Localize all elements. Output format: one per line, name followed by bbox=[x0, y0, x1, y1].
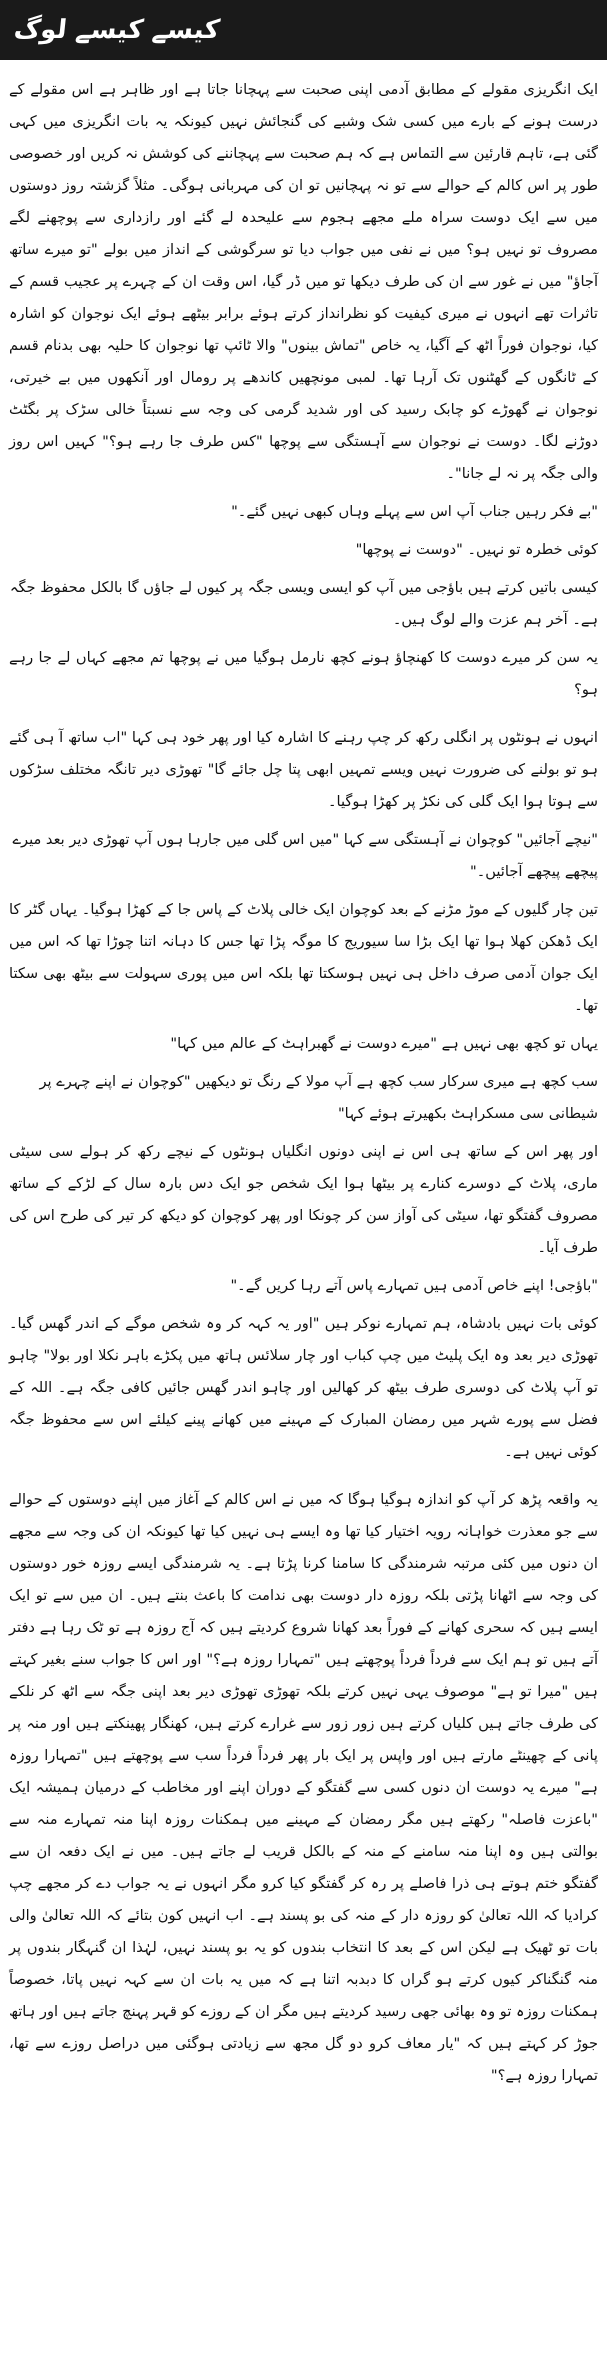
paragraph: انہوں نے ہونٹوں پر انگلی رکھ کر چپ رہنے کا اشارہ کیا اور پھر خود ہی کہا "اب ساتھ آ ہی گئے ہو تو بولنے کی ضرورت نہیں ویسے تمہیں ابھی پتا چل جائے گا" تھوڑی دیر تانگہ مختلف سڑکوں سے ہوتا ہوا ایک گلی کی نکڑ پر کھڑا ہوگیا۔ bbox=[9, 729, 598, 810]
quote: یہاں تو کچھ بھی نہیں ہے "میرے دوست نے گھبراہٹ کے عالم میں کہا" bbox=[170, 1035, 598, 1052]
paragraph: کوئی بات نہیں بادشاہ، ہم تمہارے نوکر ہیں "اور یہ کہہ کر وہ شخص موگے کے اندر گھس گیا۔ تھوڑی دیر بعد وہ ایک پلیٹ میں چپ کباب اور چار سلائس ہاتھ میں پکڑے باہر نکلا اور بولا" چاہو تو آپ پلاٹ کی دوسری طرف بیٹھ کر کھالیں اور چاہو اندر گھس جائیں کافی جگہ ہے۔ اللہ کے فضل سے پورے شہر میں رمضان المبارک کے مہینے میں کھانے پینے کیلئے اس سے محفوظ جگہ کوئی نہیں ہے۔ bbox=[9, 1315, 598, 1460]
title-bar bbox=[0, 0, 607, 60]
quote: "نیچے آجائیں" کوچوان نے آہستگی سے کہا "میں اس گلی میں جارہا ہوں آپ تھوڑی دیر بعد میرے پیچھے پیچھے آجائیں۔" bbox=[12, 831, 598, 880]
paragraph: اور پھر اس کے ساتھ ہی اس نے اپنی دونوں انگلیاں ہونٹوں کے نیچے رکھ کر ہولے سی سیٹی ماری، پلاٹ کے دوسرے کنارے پر بیٹھا ہوا ایک شخص جو ایک دس بارہ سال کے لڑکے کے ساتھ مصروف گفتگو تھا، سیٹی کی آواز سن کر چونکا اور پھر کوچوان کو دیکھ کر تیر کی طرح اس کی طرف آیا۔ bbox=[9, 1143, 598, 1256]
paragraph: یہ سن کر میرے دوست کا کھنچاؤ ہونے کچھ نارمل ہوگیا میں نے پوچھا تم مجھے کہاں لے جا رہے ہو؟ bbox=[9, 649, 598, 698]
paragraph: یہ واقعہ پڑھ کر آپ کو اندازہ ہوگیا ہوگا کہ میں نے اس کالم کے آغاز میں اپنے دوستوں کے حوالے سے جو معذرت خواہانہ رویہ اختیار کیا تھا وہ ایسے ہی نہیں کیا تھا کیونکہ ان کی وجہ سے مجھے ان دنوں میں کئی مرتبہ شرمندگی کا سامنا کرنا پڑتا ہے۔ یہ شرمندگی ایسے روزہ خور دوستوں کی وجہ سے اٹھانا پڑتی بلکہ روزہ دار دوست بھی ندامت کا باعث بنتے ہیں۔ ان میں سے تو ایک ایسے ہیں کہ سحری کھانے کے فوراً بعد کھانا شروع کردیتے ہیں کہ آج روزہ ہے تو ٹک رہا ہے دفتر آتے ہیں تو ہم ایک سے فرداً فرداً پوچھتے ہیں "تمہارا روزہ ہے؟" اور اس کا جواب سنے بغیر کہتے ہیں "میرا تو ہے" موصوف یہی نہیں کرتے بلکہ تھوڑی تھوڑی دیر بعد اپنی جگہ سے اٹھ کر نلکے کی طرف جاتے ہیں کلیاں کرتے ہیں زور زور سے غرارے کرتے ہیں، کھنگار پھینکتے ہیں اور منہ پر پانی کے چھینٹے مارتے ہیں اور واپس پر ایک بار پھر فرداً فرداً سب سے پوچھتے ہیں "تمہارا روزہ ہے" میرے یہ دوست ان دنوں کسی سے گفتگو کے دوران اپنے اور مخاطب کے درمیان ہمیشہ ایک "باعزت فاصلہ" رکھتے ہیں مگر رمضان کے مہینے میں ہمکنات روزہ اپنا منہ تمہارے منہ سے بوالتی ہیں وہ اپنا منہ سامنے کے منہ کے بالکل قریب لے جاتے ہیں۔ میں نے ایک دفعہ ان سے گفتگو ختم ہوتے ہی ذرا فاصلے پر رہ کر گفتگو کیا کرو مگر انہوں نے یہ جواب دے کر مجھے چپ کرادیا کہ اللہ تعالیٰ کو روزہ دار کے منہ کی بو پسند ہے۔ اب انہیں کون بتائے کہ اللہ تعالیٰ والی بات تو ٹھیک ہے لیکن اس کے بعد کا انتخاب بندوں کو یہ بو پسند نہیں، لہٰذا ان گنہگار بندوں پر منہ گنگناکر کیوں کرتے ہو گراں کا دبدبہ اتنا ہے کہ میں یہ بات ان سے کہہ نہیں پاتا، خصوصاً ہمکنات روزہ تو وہ بھائی جھی رسید کردیتے ہیں مگر ان کے روزے کو قہر پہنچ جاتے ہیں اور ہاتھ جوڑ کر کہتے ہیں کہ "یار معاف کرو دو گل مجھ سے زیادتی ہوگئی میں دراصل روزے سے تھا، تمہارا روزہ ہے؟" bbox=[9, 1491, 598, 2084]
paragraph: تین چار گلیوں کے موڑ مڑنے کے بعد کوچوان ایک خالی پلاٹ کے پاس جا کے کھڑا ہوگیا۔ یہاں گٹر کا ایک ڈھکن کھلا ہوا تھا ایک بڑا سا سیوریج کا موگہ پڑا تھا جس کا دہانہ اتنا چوڑا تھا کہ اس میں ایک جوان آدمی صرف داخل ہی نہیں ہوسکتا تھا بلکہ اس میں پوری سہولت سے بیٹھ بھی سکتا تھا۔ bbox=[9, 901, 598, 1014]
quote: "باؤجی! اپنے خاص آدمی ہیں تمہارے پاس آتے رہا کریں گے۔" bbox=[230, 1277, 598, 1294]
quote: کوئی خطرہ تو نہیں۔ "دوست نے پوچھا" bbox=[355, 541, 598, 558]
quote: کیسی باتیں کرتے ہیں باؤجی میں آپ کو ایسی ویسی جگہ پر کیوں لے جاؤں گا بالکل محفوظ جگہ ہے۔ آخر ہم عزت والے لوگ ہیں۔ bbox=[9, 579, 598, 628]
page-title: کیسے کیسے لوگ bbox=[12, 15, 222, 45]
paragraph: ایک انگریزی مقولے کے مطابق آدمی اپنی صحبت سے پہچانا جاتا ہے اور ظاہر ہے اس مقولے کے درست ہونے کے بارے میں کسی شک وشبے کی گنجائش نہیں کیونکہ یہ بات انگریزی میں کہی گئی ہے، تاہم قارئین سے التماس ہے کہ ہم صحبت سے پہچاننے کی کوشش نہ کریں اور خصوصی طور پر اس کالم کے حوالے سے تو نہ پہچانیں تو ان کی مہربانی ہوگی۔ مثلاً گزشتہ روز دوستوں میں سے ایک دوست سراہ ملے مجھے ہجوم سے علیحدہ لے گئے اور رازداری سے پوچھنے لگے مصروف تو نہیں ہو؟ میں نے نفی میں جواب دیا تو سرگوشی کے انداز میں بولے "تو میرے ساتھ آجاؤ" میں نے غور سے ان کی طرف دیکھا تو میں ڈر گیا، اس وقت ان کے چہرے پر عجیب قسم کے تاثرات تھے انہوں نے میری کیفیت کو نظرانداز کرتے ہوئے برابر بیٹھے ہوئے ایک نوجوان کو اشارہ کیا، نوجوان فوراً اٹھ کے آگیا، یہ خاص "تماش بینوں" والا ٹائپ تھا نوجوان کا حلیہ بھی بدنام قسم کے ٹانگوں کے گھٹنوں تک آرہا تھا۔ لمبی مونچھیں کاندھے پر رومال اور آنکھوں میں بے خیرتی، نوجوان نے گھوڑے کو چابک رسید کی اور شدید گرمی کی وجہ سے نسبتاً خالی سڑک پر بگٹٹ دوڑنے لگا۔ دوست نے نوجوان سے آہستگی سے پوچھا "کس طرف جا رہے ہو؟" کہیں اس روز والی جگہ پر نہ لے جانا"۔ bbox=[9, 81, 598, 482]
quote: "بے فکر رہیں جناب آپ اس سے پہلے وہاں کبھی نہیں گئے۔" bbox=[231, 503, 598, 520]
quote: سب کچھ ہے میری سرکار سب کچھ ہے آپ مولا کے رنگ تو دیکھیں "کوچوان نے اپنے چہرے پر شیطانی سی مسکراہٹ بکھیرتے ہوئے کہا" bbox=[39, 1073, 598, 1122]
